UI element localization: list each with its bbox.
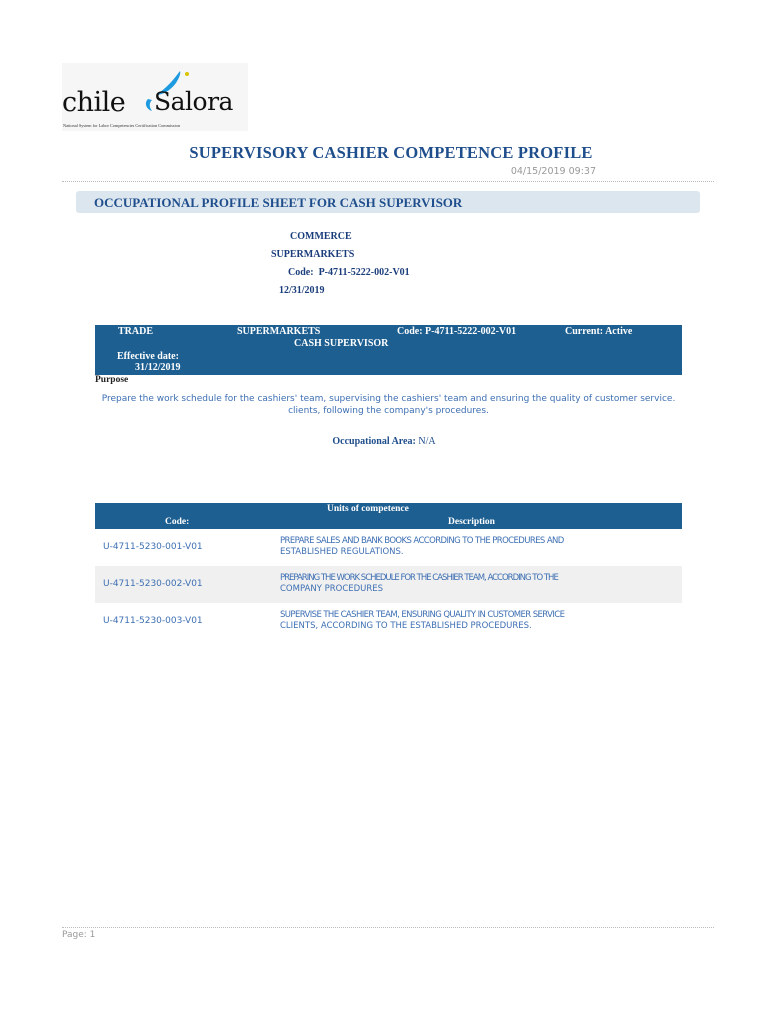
units-col-description: Description (448, 517, 495, 527)
page-number: Page: 1 (62, 930, 96, 940)
unit-code: U-4711-5230-003-V01 (103, 616, 203, 626)
unit-description-line-1: PREPARE SALES AND BANK BOOKS ACCORDING TO THE PROCEDURES AND (280, 536, 564, 546)
page-title: SUPERVISORY CASHIER COMPETENCE PROFILE (189, 143, 593, 162)
summary-effective-value: 31/12/2019 (135, 362, 181, 373)
unit-description (280, 610, 580, 632)
logo-tagline: National System for Labor Competencies Certification Commission (63, 123, 180, 128)
units-col-code: Code: (165, 517, 190, 527)
purpose-line-2: clients, following the company's procedures. (288, 406, 489, 416)
occupational-area-value: N/A (418, 436, 436, 447)
unit-description (280, 573, 580, 595)
unit-description-line-1: SUPERVISE THE CASHIER TEAM, ENSURING QUALITY IN CUSTOMER SERVICE (280, 610, 565, 620)
logo-word-salora: Salora (154, 87, 233, 116)
units-table-title: Units of competence (327, 504, 409, 514)
info-code-value: P-4711-5222-002-V01 (318, 267, 410, 278)
purpose-label: Purpose (95, 375, 129, 385)
unit-description-line-2: CLIENTS, ACCORDING TO THE ESTABLISHED PROCEDURES. (280, 621, 532, 631)
info-code (288, 267, 410, 278)
info-sector: COMMERCE (290, 231, 352, 242)
table-row (95, 529, 682, 566)
occupational-area (0, 436, 768, 447)
logo-word-chile: chile (62, 87, 126, 118)
unit-description-line-1: PREPARING THE WORK SCHEDULE FOR THE CASHIER TEAM, ACCORDING TO THE (280, 573, 558, 583)
section-title: OCCUPATIONAL PROFILE SHEET FOR CASH SUPERVISOR (94, 195, 463, 210)
timestamp: 04/15/2019 09:37 (510, 166, 596, 177)
purpose-text (95, 393, 682, 417)
unit-description-line-2: COMPANY PROCEDURES (280, 584, 384, 594)
summary-status: Current: Active (565, 326, 633, 337)
summary-subsector: SUPERMARKETS (237, 326, 321, 337)
footer-divider (62, 927, 714, 928)
info-date: 12/31/2019 (279, 285, 325, 296)
unit-code: U-4711-5230-001-V01 (103, 542, 203, 552)
unit-description-line-2: ESTABLISHED REGULATIONS. (280, 547, 404, 557)
info-code-label: Code: (288, 267, 314, 278)
summary-profile: CASH SUPERVISOR (294, 338, 389, 349)
occupational-area-label: Occupational Area: (332, 436, 416, 447)
header-divider (62, 181, 714, 182)
unit-description (280, 536, 580, 558)
units-table-header (95, 503, 682, 529)
unit-code: U-4711-5230-002-V01 (103, 579, 203, 589)
purpose-line-1: Prepare the work schedule for the cashiers' team, supervising the cashiers' team and ensuring the quality of customer service. (101, 394, 676, 404)
logo (62, 63, 248, 131)
section-heading (76, 191, 700, 213)
summary-code: Code: P-4711-5222-002-V01 (397, 326, 517, 337)
summary-trade: TRADE (118, 326, 154, 337)
profile-summary-bar (95, 325, 682, 375)
table-row (95, 603, 682, 640)
info-subsector: SUPERMARKETS (271, 249, 355, 260)
table-row (95, 566, 682, 603)
summary-effective-label: Effective date: (117, 351, 179, 362)
